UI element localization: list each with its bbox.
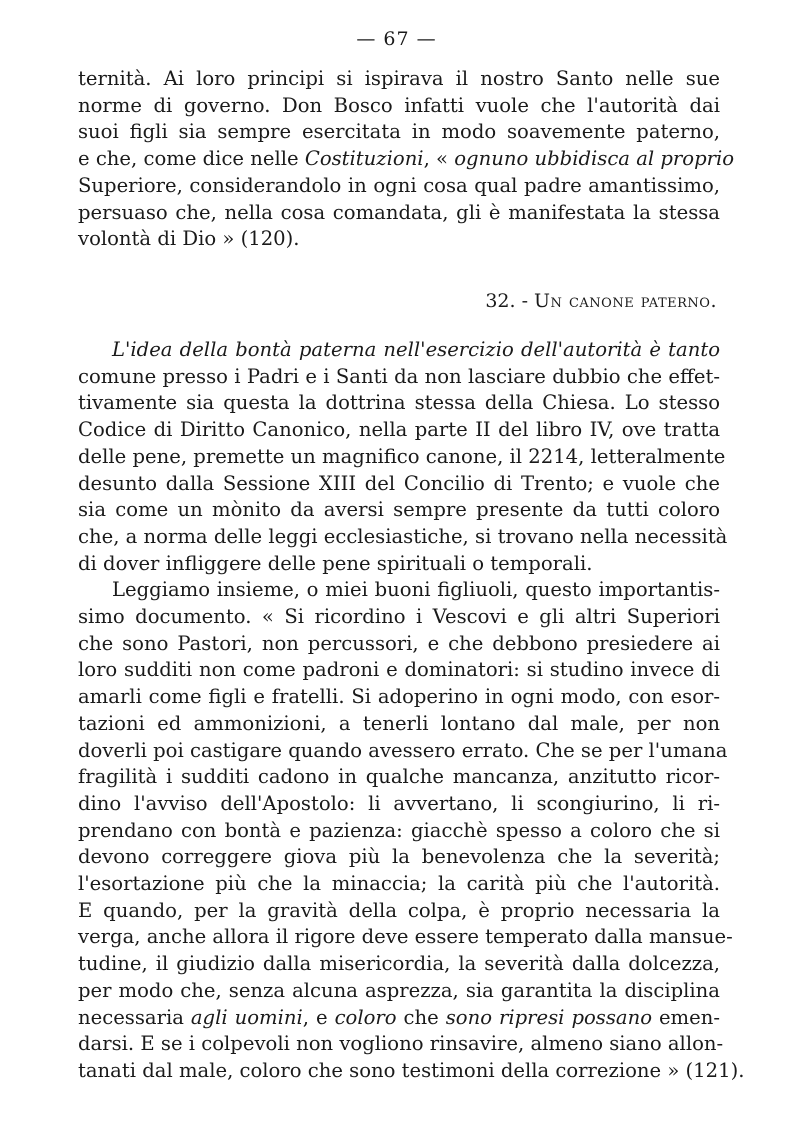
text-line <box>78 337 720 364</box>
text-line: norme di governo. Don Bosco infatti vuole che l'autorità dai <box>78 93 720 117</box>
italic-run: coloro <box>334 1005 397 1029</box>
text-run: emen- <box>651 1005 720 1029</box>
text-line: desunto dalla Sessione XIII del Concilio di Trento; e vuole che <box>78 471 720 495</box>
italic-run: sono <box>445 1005 492 1029</box>
text-line: Codice di Diritto Canonico, nella parte II del libro IV, ove tratta <box>78 418 720 442</box>
text-line: per modo che, senza alcuna asprezza, sia garantita la disciplina <box>78 978 720 1002</box>
text-line: verga, anche allora il rigore deve essere temperato dalla mansue- <box>78 925 733 949</box>
text-line: E quando, per la gravità della colpa, è proprio necessaria la <box>78 898 720 922</box>
text-line: persuaso che, nella cosa comandata, gli è manifestata la stessa <box>78 200 720 224</box>
text-line: sia come un mònito da aversi sempre presente da tutti coloro <box>78 498 720 522</box>
text-run <box>492 1006 499 1029</box>
text-run: che <box>396 1005 446 1029</box>
section-title: Un canone paterno. <box>534 290 717 312</box>
text-line: tudine, il giudizio dalla misericordia, la severità dalla dolcezza, <box>78 952 720 976</box>
text-run: , « <box>423 147 455 171</box>
section-number: 32. - <box>485 290 535 312</box>
text-line: dino l'avviso dell'Apostolo: li avvertano, li scongiurino, li ri- <box>78 791 720 815</box>
text-line: l'esortazione più che la minaccia; la carità più che l'autorità. <box>78 872 720 896</box>
italic-run: ognuno ubbidisca al proprio <box>454 147 735 171</box>
text-line: devono correggere giova più la benevolenza che la severità; <box>78 845 720 869</box>
text-line: suoi figli sia sempre esercitata in modo soavemente paterno, <box>78 120 720 144</box>
text-run: necessaria <box>78 1005 191 1029</box>
paragraph-1 <box>78 66 735 253</box>
text-line: tazioni ed ammonizioni, a tenerli lontano dal male, per non <box>78 711 720 735</box>
text-line: Leggiamo insieme, o miei buoni figliuoli, questo importantis- <box>112 578 720 602</box>
italic-run: ripresi <box>498 1005 565 1029</box>
italic-run: L'idea della bontà paterna nell'esercizio dell'autorità è tanto <box>112 338 720 361</box>
text-run: e che, come dice nelle <box>78 147 305 171</box>
text-line: fragilità i sudditi cadono in qualche mancanza, anzitutto ricor- <box>78 765 720 789</box>
text-line: ternità. Ai loro principi si ispirava il nostro Santo nelle sue <box>78 67 720 90</box>
section-heading <box>485 290 717 312</box>
text-line: delle pene, premette un magnifico canone, il 2214, letteralmente <box>78 444 726 468</box>
text-line: loro sudditi non come padroni e dominatori: si studino invece di <box>78 658 720 682</box>
text-line: simo documento. « Si ricordino i Vescovi e gli altri Superiori <box>78 605 720 629</box>
italic-run: agli uomini <box>190 1005 303 1029</box>
text-line: darsi. E se i colpevoli non vogliono rinsavire, almeno siano allon- <box>78 1032 724 1056</box>
text-line: amarli come figli e fratelli. Si adoperino in ogni modo, con esor- <box>78 685 720 709</box>
text-line: prendano con bontà e pazienza: giacchè spesso a coloro che si <box>78 818 720 842</box>
text-line: tivamente sia questa la dottrina stessa della Chiesa. Lo stesso <box>78 391 720 415</box>
italic-run: possano <box>571 1005 652 1029</box>
italic-run: Costituzioni <box>304 147 424 171</box>
text-line-mixed <box>78 146 735 173</box>
text-line: doverli poi castigare quando avessero errato. Che se per l'umana <box>78 738 728 762</box>
text-line: che, a norma delle leggi ecclesiastiche, si trovano nella necessità <box>78 524 728 548</box>
text-line-mixed <box>78 1005 720 1032</box>
text-line: di dover infliggere delle pene spirituali o temporali. <box>78 551 593 575</box>
text-run: , e <box>302 1005 335 1029</box>
page-number: — 67 — <box>356 28 437 50</box>
text-line: che sono Pastori, non percussori, e che debbono presiedere ai <box>78 631 720 655</box>
text-line: volontà di Dio » (120). <box>78 227 300 251</box>
text-line: tanati dal male, coloro che sono testimoni della correzione » (121). <box>78 1058 745 1082</box>
text-line: comune presso i Padri e i Santi da non lasciare dubbio che effet- <box>78 364 720 388</box>
paragraph-2-and-3 <box>78 337 745 1085</box>
text-line: Superiore, considerandolo in ogni cosa qual padre amantissimo, <box>78 173 720 197</box>
